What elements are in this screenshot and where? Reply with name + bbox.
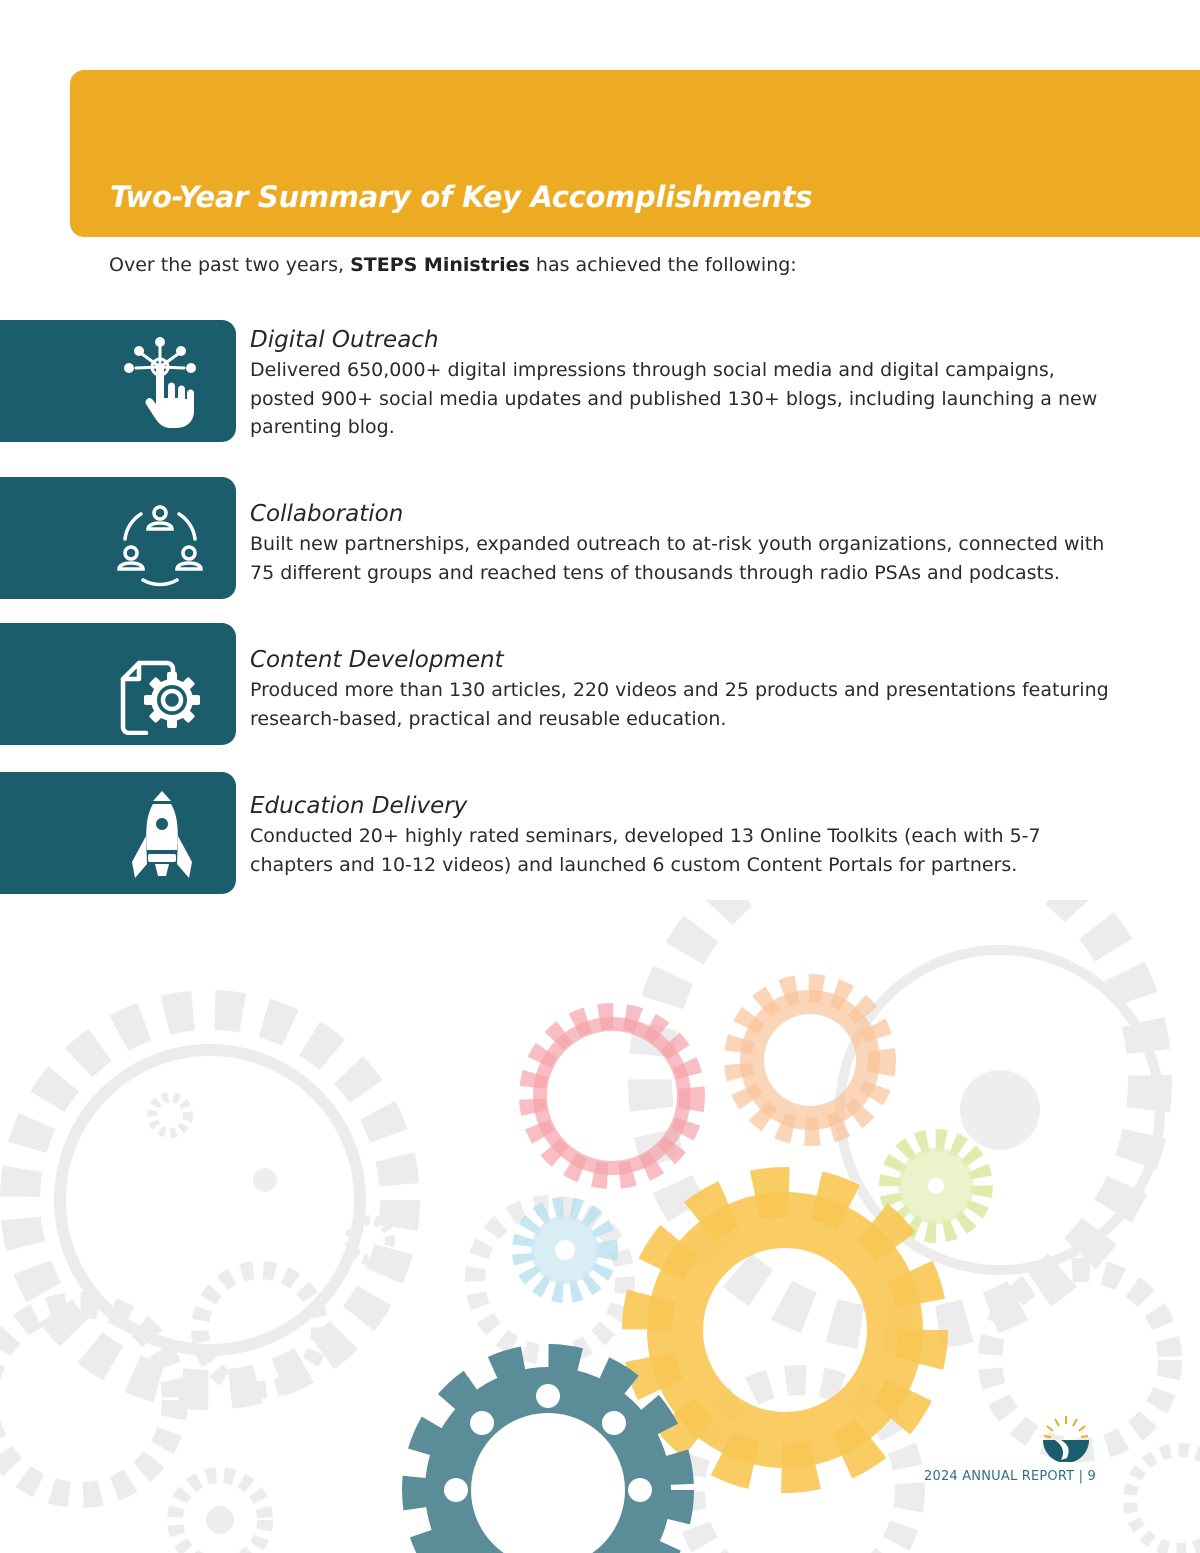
item-title-education-delivery: Education Delivery [250, 793, 468, 819]
network-hand-icon [110, 332, 210, 432]
education-delivery-icon-box [0, 772, 236, 894]
page-title: Two-Year Summary of Key Accomplishments [110, 180, 813, 214]
item-body-collaboration: Built new partnerships, expanded outreach to at-risk youth organizations, connected with 75 different groups and reached tens of thousands through radio PSAs and podcasts. [250, 533, 1105, 584]
document-gear-icon [110, 635, 210, 735]
people-cycle-icon [110, 489, 210, 589]
item-title-collaboration: Collaboration [250, 501, 404, 527]
rocket-icon [110, 784, 210, 884]
item-title-content-development: Content Development [250, 647, 504, 673]
item-body-education-delivery: Conducted 20+ highly rated seminars, developed 13 Online Toolkits (each with 5-7 chapters and 10-12 videos) and launched 6 custom Content Portals for partners. [250, 825, 1041, 876]
collaboration-icon-box [0, 477, 236, 599]
item-body-digital-outreach: Delivered 650,000+ digital impressions through social media and digital campaigns, posted 900+ social media updates and published 130+ blogs, including launching a new parenting blog. [250, 359, 1098, 438]
steps-logo [1041, 1414, 1091, 1462]
org-name: STEPS Ministries [350, 254, 530, 276]
header-banner [70, 70, 1200, 237]
footer-page-label: 2024 ANNUAL REPORT | 9 [924, 1469, 1097, 1484]
digital-outreach-icon-box [0, 320, 236, 442]
item-body-content-development: Produced more than 130 articles, 220 videos and 25 products and presentations featuring research-based, practical and reusable education. [250, 679, 1109, 730]
item-title-digital-outreach: Digital Outreach [250, 327, 439, 353]
content-development-icon-box [0, 623, 236, 745]
gears-illustration [0, 900, 1200, 1553]
intro-text: Over the past two years, STEPS Ministries has achieved the following: [109, 254, 797, 276]
